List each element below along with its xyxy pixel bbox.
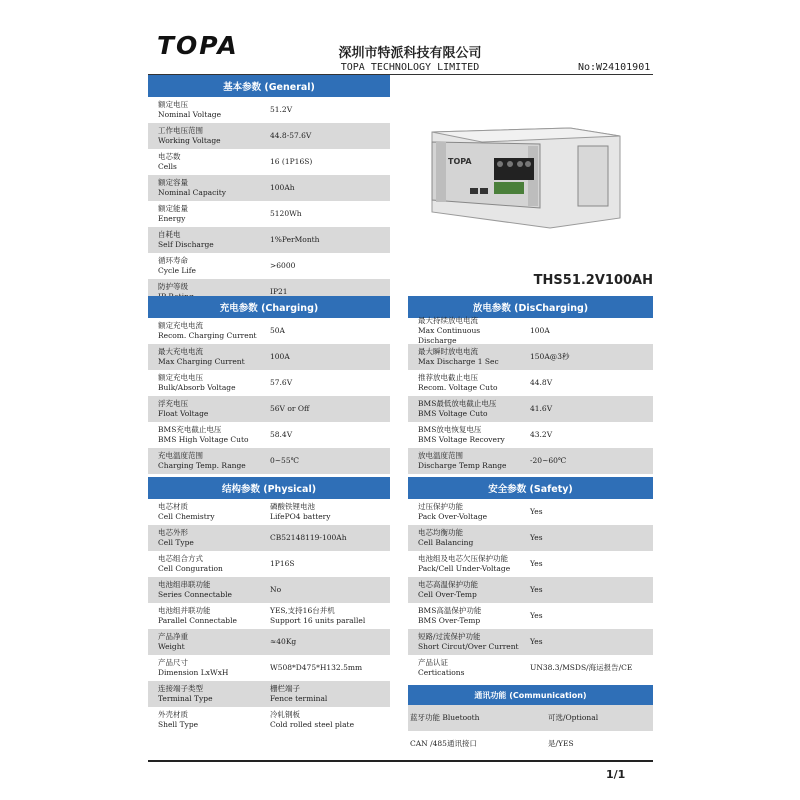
param-value-primary: 41.6V bbox=[530, 404, 553, 413]
company-logo bbox=[157, 31, 239, 60]
param-value bbox=[260, 157, 390, 167]
param-value-primary: 57.6V bbox=[270, 378, 293, 387]
param-value-primary: 44.8V bbox=[530, 378, 553, 387]
param-name bbox=[148, 710, 260, 730]
table-row bbox=[408, 705, 653, 731]
safety-table bbox=[408, 477, 653, 681]
param-name-en: Parallel Connectable bbox=[158, 616, 237, 625]
param-name-en: BMS Voltage Recovery bbox=[418, 435, 505, 444]
param-name bbox=[148, 606, 260, 626]
general-header: 基本参数 (General) bbox=[148, 75, 390, 97]
param-value-primary: Yes bbox=[530, 533, 543, 542]
param-name bbox=[148, 100, 260, 120]
param-name-en: Discharge Temp Range bbox=[418, 461, 507, 470]
param-value bbox=[520, 637, 653, 647]
table-row bbox=[148, 603, 390, 629]
param-name-en: Cycle Life bbox=[158, 266, 196, 275]
param-name-cn: 自耗电 bbox=[158, 230, 181, 239]
battery-product-image bbox=[410, 100, 653, 270]
table-row bbox=[148, 97, 390, 123]
param-value-primary: YES,支持16台并机 bbox=[270, 606, 335, 615]
param-name-en: Pack/Cell Under-Voltage bbox=[418, 564, 511, 573]
param-name bbox=[148, 658, 260, 678]
param-value-primary: IP21 bbox=[270, 287, 288, 296]
param-name-en: Nominal Voltage bbox=[158, 110, 222, 119]
table-row bbox=[408, 396, 653, 422]
logo-text: TOPA bbox=[157, 31, 239, 60]
param-name bbox=[148, 204, 260, 224]
param-value bbox=[260, 105, 390, 115]
param-value-primary: 58.4V bbox=[270, 430, 293, 439]
param-value bbox=[260, 131, 390, 141]
param-name bbox=[148, 178, 260, 198]
table-row bbox=[148, 318, 390, 344]
company-name-cn: 深圳市特派科技有限公司 bbox=[338, 46, 482, 61]
param-name bbox=[408, 399, 520, 419]
param-name-cn: 电芯材质 bbox=[158, 502, 188, 511]
table-row bbox=[148, 577, 390, 603]
param-name-en: Short Circut/Over Current bbox=[418, 642, 519, 651]
param-name-cn: 电池组并联功能 bbox=[158, 606, 211, 615]
comm-value: 是/YES bbox=[548, 739, 574, 748]
param-name-cn: 外壳材质 bbox=[158, 710, 188, 719]
param-name bbox=[148, 580, 260, 600]
param-name bbox=[148, 451, 260, 471]
param-value bbox=[260, 326, 390, 336]
param-name-cn: 电芯组合方式 bbox=[158, 554, 203, 563]
param-value bbox=[260, 559, 390, 569]
param-value bbox=[260, 209, 390, 219]
table-row bbox=[408, 551, 653, 577]
param-value bbox=[260, 235, 390, 245]
param-value bbox=[260, 261, 390, 271]
table-row bbox=[148, 629, 390, 655]
param-name-cn: 额定充电电压 bbox=[158, 373, 203, 382]
param-name bbox=[408, 606, 520, 626]
param-value-primary: 1%PerMonth bbox=[270, 235, 320, 244]
param-name-cn: 推荐放电截止电压 bbox=[418, 373, 478, 382]
table-row bbox=[148, 396, 390, 422]
page-number: 1/1 bbox=[606, 768, 626, 781]
param-name-en: BMS Voltage Cuto bbox=[418, 409, 488, 418]
param-name-cn: 产品认证 bbox=[418, 658, 448, 667]
param-value bbox=[260, 637, 390, 647]
param-name-en: BMS High Voltage Cuto bbox=[158, 435, 249, 444]
table-row bbox=[408, 318, 653, 344]
param-name-cn: 额定能量 bbox=[158, 204, 188, 213]
param-name-cn: 电芯外形 bbox=[158, 528, 188, 537]
param-value-primary: No bbox=[270, 585, 282, 594]
param-name-cn: BMS最低放电截止电压 bbox=[418, 399, 497, 408]
param-value-primary: W508*D475*H132.5mm bbox=[270, 663, 363, 672]
param-value-primary: 磷酸铁锂电池 bbox=[270, 502, 315, 511]
param-name-cn: BMS放电恢复电压 bbox=[418, 425, 482, 434]
table-row bbox=[148, 175, 390, 201]
param-value-primary: CB52148119-100Ah bbox=[270, 533, 347, 542]
communication-table bbox=[408, 685, 653, 757]
param-name-cn: 电芯高温保护功能 bbox=[418, 580, 478, 589]
param-name-en: Recom. Voltage Cuto bbox=[418, 383, 498, 392]
param-name bbox=[148, 554, 260, 574]
table-row bbox=[408, 422, 653, 448]
param-name bbox=[148, 230, 260, 250]
param-name-en: Cell Chemistry bbox=[158, 512, 215, 521]
table-row bbox=[408, 525, 653, 551]
param-name-en: Float Voltage bbox=[158, 409, 209, 418]
param-name-cn: 循环寿命 bbox=[158, 256, 188, 265]
table-row bbox=[148, 344, 390, 370]
param-value-primary: 100Ah bbox=[270, 183, 295, 192]
param-value bbox=[260, 502, 390, 522]
table-row bbox=[408, 370, 653, 396]
param-name-en: Charging Temp. Range bbox=[158, 461, 246, 470]
param-name bbox=[408, 451, 520, 471]
param-name bbox=[148, 399, 260, 419]
param-name-en: Cell Conguration bbox=[158, 564, 223, 573]
general-table bbox=[148, 75, 390, 305]
table-row bbox=[408, 344, 653, 370]
param-name-en: Recom. Charging Current bbox=[158, 331, 257, 340]
param-value-primary: 150A@3秒 bbox=[530, 352, 570, 361]
param-name-en: Max Continuous Discharge bbox=[418, 326, 481, 345]
param-name-cn: 短路/过流保护功能 bbox=[418, 632, 481, 641]
param-name-cn: 浮充电压 bbox=[158, 399, 188, 408]
param-name bbox=[148, 126, 260, 146]
param-name-en: Weight bbox=[158, 642, 185, 651]
param-value-primary: 56V or Off bbox=[270, 404, 310, 413]
param-value-primary: >6000 bbox=[270, 261, 296, 270]
param-value-primary: 43.2V bbox=[530, 430, 553, 439]
param-name-cn: BMS高温保护功能 bbox=[418, 606, 482, 615]
param-value-primary: 100A bbox=[270, 352, 290, 361]
param-value bbox=[520, 404, 653, 414]
param-value bbox=[260, 663, 390, 673]
param-value-secondary: Support 16 units parallel bbox=[270, 616, 366, 625]
param-value bbox=[520, 378, 653, 388]
param-value bbox=[520, 585, 653, 595]
table-row bbox=[148, 448, 390, 474]
param-name bbox=[148, 321, 260, 341]
param-name bbox=[148, 528, 260, 548]
param-value bbox=[520, 507, 653, 517]
param-value bbox=[520, 430, 653, 440]
param-name bbox=[148, 425, 260, 445]
param-name-en: Working Voltage bbox=[158, 136, 221, 145]
param-value bbox=[260, 533, 390, 543]
param-value bbox=[260, 585, 390, 595]
param-name-cn: 最大瞬时放电电流 bbox=[418, 347, 478, 356]
param-value bbox=[260, 430, 390, 440]
table-row bbox=[148, 227, 390, 253]
table-row bbox=[148, 707, 390, 733]
param-value bbox=[520, 456, 653, 466]
param-name-en: Pack Over-Voltage bbox=[418, 512, 488, 521]
discharging-table bbox=[408, 296, 653, 474]
table-row bbox=[148, 123, 390, 149]
param-name-en: Bulk/Absorb Voltage bbox=[158, 383, 236, 392]
param-value-primary: 100A bbox=[530, 326, 550, 335]
param-name-en: Nominal Capacity bbox=[158, 188, 227, 197]
param-name-cn: 额定电压 bbox=[158, 100, 188, 109]
param-value-primary: 栅栏端子 bbox=[270, 684, 300, 693]
comm-label: CAN /485通讯接口 bbox=[410, 739, 477, 748]
param-name-cn: 电芯均衡功能 bbox=[418, 528, 463, 537]
param-name-cn: 防护等级 bbox=[158, 282, 188, 291]
table-row bbox=[408, 577, 653, 603]
comm-label: 蓝牙功能 Bluetooth bbox=[410, 713, 480, 722]
comm-value: 可选/Optional bbox=[548, 713, 599, 722]
param-name bbox=[408, 658, 520, 678]
param-name bbox=[408, 316, 520, 346]
param-value-secondary: LifePO4 battery bbox=[270, 512, 331, 521]
param-name-cn: 产品净重 bbox=[158, 632, 188, 641]
param-value bbox=[520, 533, 653, 543]
table-row bbox=[408, 731, 653, 757]
param-name-en: Max Charging Current bbox=[158, 357, 245, 366]
table-row bbox=[148, 422, 390, 448]
param-name-en: Shell Type bbox=[158, 720, 199, 729]
param-name-cn: 产品尺寸 bbox=[158, 658, 188, 667]
table-row bbox=[148, 551, 390, 577]
param-name-en: Self Discharge bbox=[158, 240, 214, 249]
table-row bbox=[148, 201, 390, 227]
param-value bbox=[260, 710, 390, 730]
table-row bbox=[408, 448, 653, 474]
param-value-primary: 冷轧钢板 bbox=[270, 710, 300, 719]
table-row bbox=[148, 499, 390, 525]
table-row bbox=[408, 655, 653, 681]
param-name-cn: 过压保护功能 bbox=[418, 502, 463, 511]
table-row bbox=[408, 499, 653, 525]
param-value bbox=[260, 606, 390, 626]
company-name-en: TOPA TECHNOLOGY LIMITED bbox=[340, 62, 480, 73]
param-value-secondary: Cold rolled steel plate bbox=[270, 720, 355, 729]
table-row bbox=[408, 629, 653, 655]
param-name-cn: 放电温度范围 bbox=[418, 451, 463, 460]
param-name-en: Energy bbox=[158, 214, 186, 223]
param-name bbox=[148, 256, 260, 276]
param-value bbox=[260, 183, 390, 193]
param-name-en: Cell Balancing bbox=[418, 538, 474, 547]
param-name-cn: 连接端子类型 bbox=[158, 684, 203, 693]
param-name-en: Series Connectable bbox=[158, 590, 232, 599]
param-value bbox=[520, 326, 653, 336]
param-value-primary: 1P16S bbox=[270, 559, 295, 568]
param-name-cn: BMS充电截止电压 bbox=[158, 425, 222, 434]
param-value-primary: Yes bbox=[530, 611, 543, 620]
param-name bbox=[148, 684, 260, 704]
param-name bbox=[148, 373, 260, 393]
param-value bbox=[520, 559, 653, 569]
charging-header: 充电参数 (Charging) bbox=[148, 296, 390, 318]
param-value-primary: Yes bbox=[530, 559, 543, 568]
table-row bbox=[148, 525, 390, 551]
param-name-en: Certications bbox=[418, 668, 465, 677]
physical-header: 结构参数 (Physical) bbox=[148, 477, 390, 499]
param-value-secondary: Fence terminal bbox=[270, 694, 328, 703]
param-value bbox=[260, 684, 390, 704]
table-row bbox=[148, 253, 390, 279]
param-name-cn: 最大充电电流 bbox=[158, 347, 203, 356]
param-value-primary: 50A bbox=[270, 326, 285, 335]
table-row bbox=[148, 149, 390, 175]
param-value bbox=[520, 611, 653, 621]
param-name bbox=[148, 502, 260, 522]
param-name bbox=[408, 580, 520, 600]
communication-header: 通讯功能 (Communication) bbox=[408, 685, 653, 705]
table-row bbox=[148, 370, 390, 396]
param-value-primary: -20~60℃ bbox=[530, 456, 567, 465]
param-value-primary: 51.2V bbox=[270, 105, 293, 114]
discharging-header: 放电参数 (DisCharging) bbox=[408, 296, 653, 318]
param-name bbox=[408, 425, 520, 445]
param-value bbox=[260, 404, 390, 414]
param-name-en: Cell Over-Temp bbox=[418, 590, 477, 599]
charging-table bbox=[148, 296, 390, 474]
document-number: No:W24101901 bbox=[578, 62, 651, 73]
param-name-cn: 电芯数 bbox=[158, 152, 181, 161]
table-row bbox=[148, 681, 390, 707]
param-name bbox=[148, 347, 260, 367]
param-name-en: BMS Over-Temp bbox=[418, 616, 481, 625]
param-name bbox=[408, 502, 520, 522]
param-value-primary: 44.8-57.6V bbox=[270, 131, 312, 140]
param-name bbox=[408, 347, 520, 367]
param-value bbox=[260, 456, 390, 466]
product-model: THS51.2V100AH bbox=[533, 273, 653, 288]
param-name-cn: 电池组串联功能 bbox=[158, 580, 211, 589]
param-name-en: Dimension LxWxH bbox=[158, 668, 229, 677]
param-name bbox=[408, 528, 520, 548]
param-value-primary: 0~55℃ bbox=[270, 456, 299, 465]
param-name-en: Cell Type bbox=[158, 538, 194, 547]
safety-header: 安全参数 (Safety) bbox=[408, 477, 653, 499]
param-name bbox=[148, 632, 260, 652]
table-row bbox=[408, 603, 653, 629]
physical-table bbox=[148, 477, 390, 733]
param-name bbox=[408, 554, 520, 574]
param-name-en: Max Discharge 1 Sec bbox=[418, 357, 499, 366]
param-name-cn: 工作电压范围 bbox=[158, 126, 203, 135]
param-name bbox=[408, 373, 520, 393]
param-name-en: Cells bbox=[158, 162, 177, 171]
footer-divider bbox=[148, 760, 653, 762]
param-value-primary: 16 (1P16S) bbox=[270, 157, 313, 166]
param-value-primary: UN38.3/MSDS/海运报告/CE bbox=[530, 663, 633, 672]
param-value-primary: 5120Wh bbox=[270, 209, 302, 218]
param-value-primary: Yes bbox=[530, 507, 543, 516]
unit-brand-label: TOPA bbox=[448, 157, 472, 166]
param-value bbox=[260, 378, 390, 388]
param-value bbox=[520, 663, 653, 673]
param-value bbox=[520, 352, 653, 362]
table-row bbox=[148, 655, 390, 681]
param-name-cn: 电池组及电芯欠压保护功能 bbox=[418, 554, 508, 563]
param-name-cn: 充电温度范围 bbox=[158, 451, 203, 460]
param-name bbox=[408, 632, 520, 652]
param-name-cn: 额定容量 bbox=[158, 178, 188, 187]
param-name-en: Terminal Type bbox=[158, 694, 213, 703]
param-name bbox=[148, 152, 260, 172]
param-value-primary: ≈40Kg bbox=[270, 637, 297, 646]
param-value-primary: Yes bbox=[530, 637, 543, 646]
param-name-cn: 最大持续放电电流 bbox=[418, 316, 478, 325]
param-value bbox=[260, 352, 390, 362]
param-value-primary: Yes bbox=[530, 585, 543, 594]
param-name-cn: 额定充电电流 bbox=[158, 321, 203, 330]
